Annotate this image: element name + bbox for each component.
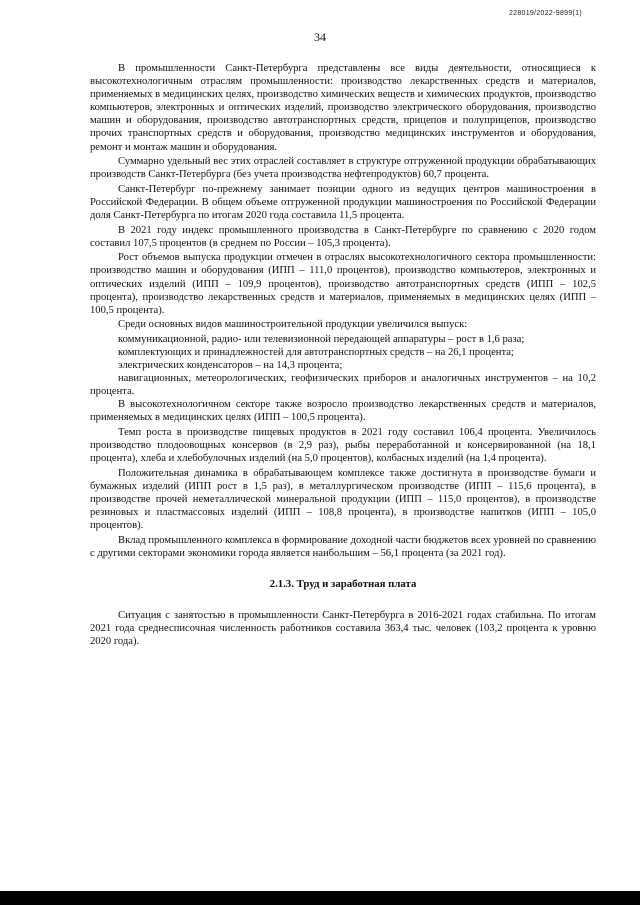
paragraph: Суммарно удельный вес этих отраслей составляет в структуре отгруженной продукции обрабатывающих производств Санкт-Петербурга (без учета производства нефтепродуктов) 60,7 процента. — [90, 156, 596, 181]
paragraph: В промышленности Санкт-Петербурга представлены все виды деятельности, относящиеся к высокотехнологичным отраслям промышленности: производство лекарственных средств и материалов, применяемых в медицинских целях, производство химических веществ и химических продуктов, производство компьютеров, электронных и оптических изделий, производство электрического оборудования, производство машин и оборудования, производство автотранспортных средств, прицепов и полуприцепов, производство прочих транспортных средств и оборудования, производство медицинских инструментов и оборудования, ремонт и монтаж машин и оборудования. — [90, 63, 596, 153]
page-number: 34 — [314, 30, 326, 44]
list-item: электрических конденсаторов – на 14,3 процента; — [118, 360, 343, 372]
paragraph: Рост объемов выпуска продукции отмечен в отраслях высокотехнологичного сектора промышленности: производство машин и оборудования (ИПП – 111,0 процентов), производство компьютеров, электронных и оптических изделий (ИПП – 109,9 процентов), производство автотранспортных средств (ИПП – 102,5 процента), производство лекарственных средств и материалов, применяемых в медицинских целях (ИПП – 100,5 процента). — [90, 252, 596, 316]
document-body — [90, 62, 596, 650]
paragraph: В высокотехнологичном секторе также возросло производство лекарственных средств и материалов, применяемых в медицинских целях (ИПП – 100,5 процента). — [90, 399, 596, 424]
paragraph: Ситуация с занятостью в промышленности Санкт-Петербурга в 2016-2021 годах стабильна. По итогам 2021 года среднесписочная численность работников составила 363,4 тыс. человек (103,2 процента к уровню 2020 года). — [90, 610, 596, 648]
production-growth-list — [90, 333, 596, 398]
paragraph: Среди основных видов машиностроительной продукции увеличился выпуск: — [118, 319, 468, 331]
paragraph: Санкт-Петербург по-прежнему занимает позиции одного из ведущих центров машиностроения в Российской Федерации. В общем объеме отгруженной продукции машиностроения по Российской Федерации доля Санкт-Петербурга по итогам 2020 года составила 11,5 процента. — [90, 183, 596, 222]
scan-edge-bar — [0, 891, 640, 905]
paragraph: В 2021 году индекс промышленного производства в Санкт-Петербурге по сравнению с 2020 годом составил 107,5 процентов (в среднем по России – 105,3 процента). — [90, 224, 596, 249]
paragraph: Положительная динамика в обрабатывающем комплексе также достигнута в производстве бумаги и бумажных изделий (ИПП рост в 1,5 раз), в металлургическом производстве (ИПП – 115,6 процента), в производстве прочей неметаллической минеральной продукции (ИПП – 115,0 процентов), в производстве резиновых и пластмассовых изделий (ИПП – 108,8 процента), в производстве напитков (ИПП – 105,0 процентов). — [90, 467, 596, 532]
paragraph: Вклад промышленного комплекса в формирование доходной части бюджетов всех уровней по сравнению с другими секторами экономики города является наибольшим – 56,1 процента (за 2021 год). — [90, 534, 596, 559]
list-item: коммуникационной, радио- или телевизионной передающей аппаратуры – рост в 1,6 раза; — [118, 333, 525, 345]
section-heading: 2.1.3. Труд и заработная плата — [269, 577, 417, 590]
list-item: комплектующих и принадлежностей для автотранспортных средств – на 26,1 процента; — [118, 346, 514, 358]
document-id: 228019/2022-9899(1) — [508, 10, 582, 17]
list-item: навигационных, метеорологических, геофизических приборов и аналогичных инструментов – на 10,2 процента. — [90, 373, 596, 398]
paragraph: Темп роста в производстве пищевых продуктов в 2021 году составил 106,4 процента. Увеличилось производство плодоовощных консервов (в 2,9 раз), рыбы переработанной и консервированной (на 18,1 процента), хлеба и хлебобулочных изделий (на 5,0 процентов), колбасных изделий (на 1,4 процента). — [90, 427, 596, 465]
